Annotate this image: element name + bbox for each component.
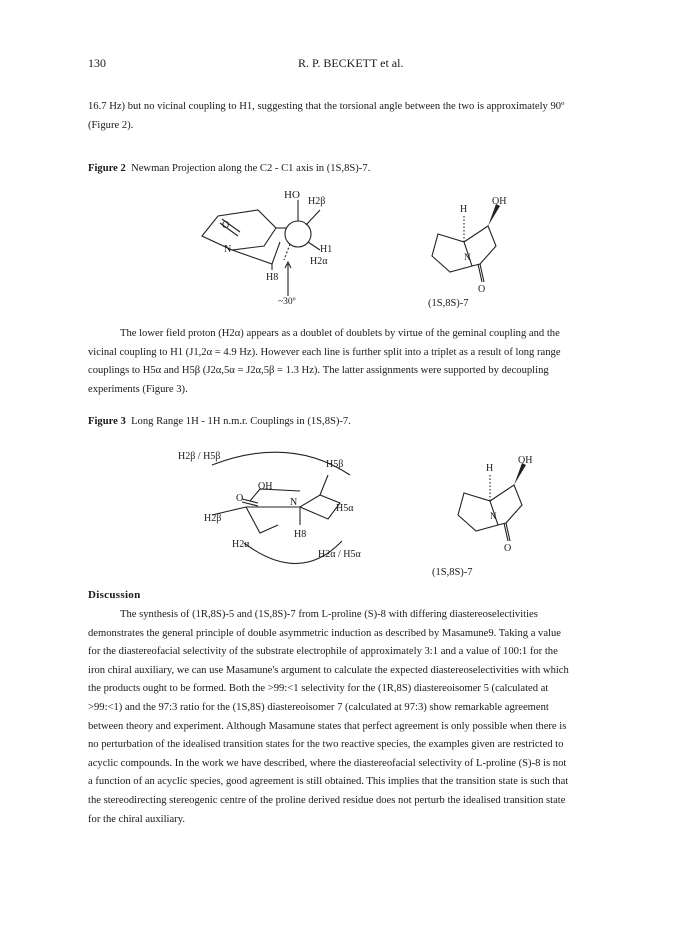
fig2-label-h2b: H2β (308, 196, 326, 207)
text-line: couplings to H5α and H5β (J2α,5α = J2α,5β = 1.3 Hz). The latter assignments were supported by decoupling (88, 365, 549, 377)
fig2-compound-label: (1S,8S)-7 (428, 298, 469, 309)
fig3-label-h: H (486, 463, 494, 474)
fig3-label-n: N (290, 497, 298, 508)
fig2-label-h: H (460, 204, 468, 215)
fig3-label-h2b-h5b: H2β / H5β (178, 451, 221, 462)
figure3-label: Figure 3 (88, 416, 126, 427)
fig3-label-h8: H8 (294, 529, 307, 540)
fig3-label-o2: O (504, 543, 512, 554)
text-line: the stereodirecting stereogenic centre of the proline derived residue does not perturb the idealised transition state (88, 794, 566, 806)
text-line: experiments (Figure 3). (88, 383, 188, 395)
figure2-label: Figure 2 (88, 163, 126, 174)
discussion-heading: Discussion (88, 589, 141, 601)
fig2-label-o2: O (478, 284, 486, 295)
text-line: (Figure 2). (88, 119, 134, 131)
fig3-label-n2: N (490, 511, 497, 521)
fig2-label-o: O (222, 220, 230, 231)
text-line: a function of an acyclic species, good agreement is still obtained. This implies that the transition state is such that (88, 776, 569, 788)
running-title: R. P. BECKETT et al. (298, 56, 404, 70)
text-line: acyclic compounds. In the work we have described, where the diastereofacial selectivity of L-proline (S)-8 is not (88, 757, 567, 769)
paragraph-intro (88, 98, 622, 135)
text-line: 16.7 Hz) but no vicinal coupling to H1, suggesting that the torsional angle between the two is approximately 90º (88, 101, 565, 112)
fig3-label-h2b: H2β (204, 513, 222, 524)
fig3-compound-label: (1S,8S)-7 (432, 567, 473, 578)
fig3-label-h5b: H5β (326, 459, 344, 470)
text-line: vicinal coupling to H1 (J1,2α = 4.9 Hz). However each line is further split into a triplet as a result of long range (88, 346, 561, 358)
text-line: iron chiral auxiliary, we can use Masamune's argument to calculate the expected diastereoselectivities with which (88, 664, 569, 676)
text-line: The synthesis of (1R,8S)-5 and (1S,8S)-7 from L-proline (S)-8 with differing diastereoselectivities (120, 609, 538, 620)
fig3-label-h2a: H2α (232, 539, 250, 550)
fig2-label-n: N (224, 244, 232, 255)
fig2-label-h2a: H2α (310, 256, 328, 267)
fig2-label-ho: HO (284, 189, 300, 201)
fig3-label-h5a: H5α (336, 503, 354, 514)
fig3-label-o: O (236, 493, 244, 504)
figure3-caption (88, 416, 351, 427)
fig2-label-oh: OH (492, 196, 507, 207)
figure2-caption-text: Newman Projection along the C2 - C1 axis in (1S,8S)-7. (131, 163, 371, 174)
fig3-label-h2a-h5a: H2α / H5α (318, 549, 361, 560)
fig3-label-oh: OH (258, 481, 273, 492)
fig2-label-n2: N (464, 252, 471, 262)
text-line: between theory and experiment. Although Masamune states that perfect agreement is only possible when there is (88, 720, 567, 732)
fig2-label-h1: H1 (320, 244, 333, 255)
text-line: for the diastereofacial selectivity of the substrate electrophile of approximately 3:1 and a value of 100:1 for the (88, 646, 558, 658)
discussion-body (88, 606, 622, 829)
text-line: no perturbation of the idealised transition states for the two reactive species, the examples given are restricted to (88, 739, 564, 751)
paragraph-coupling (88, 325, 622, 399)
fig3-label-oh2: OH (518, 455, 533, 466)
text-line: the products ought to be formed. Both the >99:<1 selectivity for the (1R,8S) diastereoisomer 5 (calculated at (88, 683, 549, 695)
page-number: 130 (88, 56, 106, 70)
figure3-caption-text: Long Range 1H - 1H n.m.r. Couplings in (1S,8S)-7. (131, 416, 351, 427)
figure3-drawing (150, 445, 540, 585)
fig2-label-angle: ~30º (278, 297, 296, 307)
text-line: The lower field proton (H2α) appears as a doublet of doublets by virtue of the geminal coupling and the (120, 328, 560, 339)
figure2-caption (88, 163, 370, 174)
text-line: for the chiral auxiliary. (88, 813, 185, 825)
fig2-label-h8: H8 (266, 272, 279, 283)
figure2-drawing (180, 186, 540, 310)
text-line: >99:<1) and the 97:3 ratio for the (1S,8S) diastereoisomer 7 (calculated at 97:3) show remarkable agreement (88, 701, 549, 713)
text-line: demonstrates the general principle of double asymmetric induction as described by Masamune9. Taking a value (88, 627, 561, 639)
